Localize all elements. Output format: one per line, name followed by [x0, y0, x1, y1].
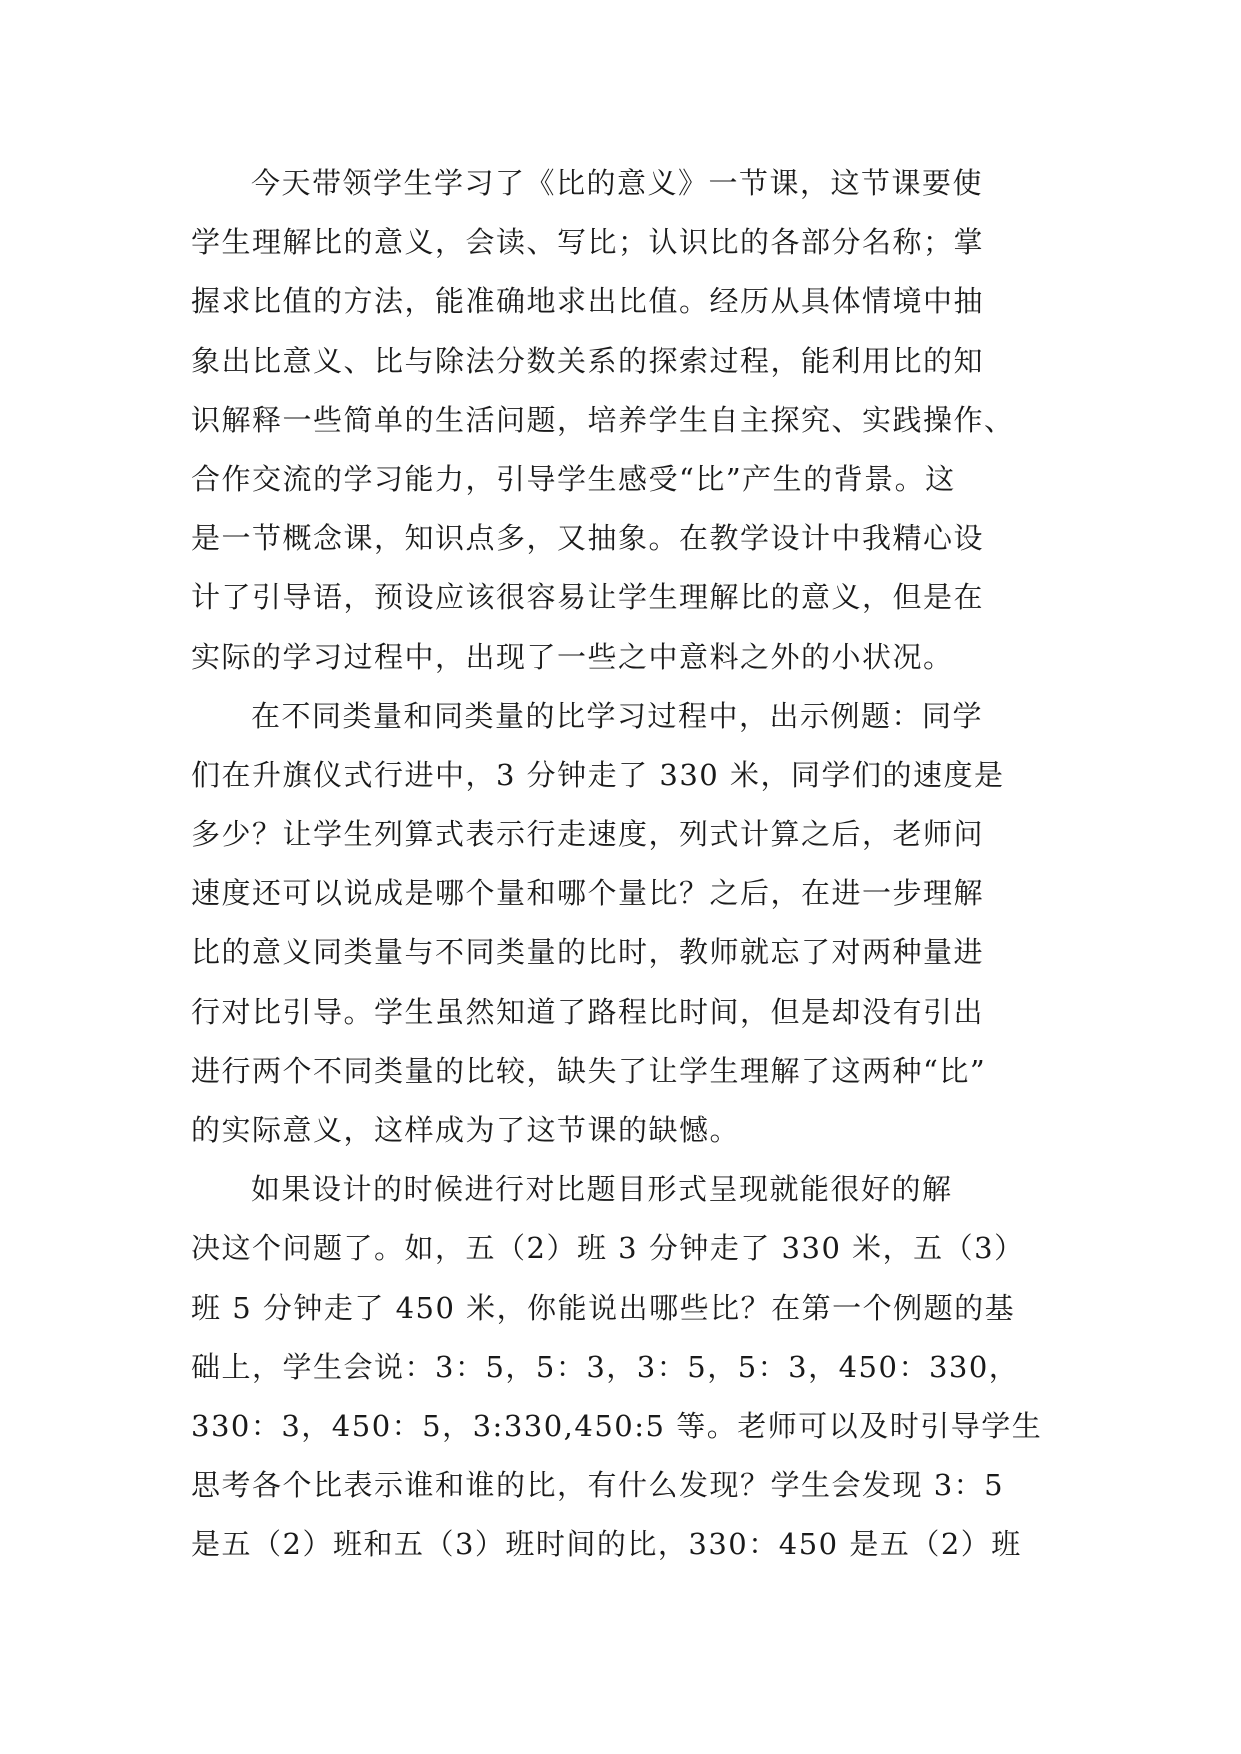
- text-line: 础上，学生会说：3：5，5：3，3：5，5：3，450：330，: [191, 1349, 1020, 1384]
- paragraph-1: [191, 154, 1051, 687]
- text-line: 思考各个比表示谁和谁的比，有什么发现？学生会发现 3：5: [191, 1468, 1005, 1503]
- text-line: 象出比意义、比与除法分数关系的探索过程，能利用比的知: [191, 343, 985, 378]
- text-line: 进行两个不同类量的比较，缺失了让学生理解了这两种“比”: [191, 1053, 987, 1088]
- text-line: 今天带领学生学习了《比的意义》一节课，这节课要使: [251, 166, 984, 200]
- text-line: 决这个问题了。如，五（2）班 3 分钟走了 330 米，五（3）: [191, 1231, 1025, 1266]
- paragraph-2: [191, 687, 1051, 1161]
- text-line: 330：3，450：5，3:330,450:5 等。老师可以及时引导学生: [191, 1408, 1043, 1443]
- document-body: [191, 154, 1051, 1575]
- text-line: 多少？让学生列算式表示行走速度，列式计算之后，老师问: [191, 817, 985, 852]
- text-line: 在不同类量和同类量的比学习过程中，出示例题：同学: [251, 698, 984, 733]
- text-line: 班 5 分钟走了 450 米，你能说出哪些比？在第一个例题的基: [191, 1290, 1016, 1325]
- text-line: 计了引导语，预设应该很容易让学生理解比的意义，但是在: [191, 580, 985, 615]
- text-line: 速度还可以说成是哪个量和哪个量比？之后，在进一步理解: [191, 876, 985, 911]
- text-line: 是五（2）班和五（3）班时间的比，330：450 是五（2）班: [191, 1527, 1022, 1562]
- text-line: 比的意义同类量与不同类量的比时，教师就忘了对两种量进: [191, 935, 985, 970]
- text-line: 的实际意义，这样成为了这节课的缺憾。: [191, 1113, 741, 1147]
- text-line: 学生理解比的意义，会读、写比；认识比的各部分名称；掌: [191, 225, 985, 260]
- text-line: 握求比值的方法，能准确地求出比值。经历从具体情境中抽: [191, 284, 985, 319]
- text-line: 实际的学习过程中，出现了一些之中意料之外的小状况。: [191, 639, 954, 674]
- text-line: 合作交流的学习能力，引导学生感受“比”产生的背景。这: [191, 461, 956, 496]
- text-line: 是一节概念课，知识点多，又抽象。在教学设计中我精心设: [191, 521, 985, 556]
- text-line: 识解释一些简单的生活问题，培养学生自主探究、实践操作、: [191, 402, 1015, 437]
- text-line: 行对比引导。学生虽然知道了路程比时间，但是却没有引出: [191, 994, 985, 1029]
- text-line: 们在升旗仪式行进中，3 分钟走了 330 米，同学们的速度是: [191, 757, 1005, 792]
- text-line: 如果设计的时候进行对比题目形式呈现就能很好的解: [251, 1172, 953, 1207]
- paragraph-3: [191, 1160, 1051, 1574]
